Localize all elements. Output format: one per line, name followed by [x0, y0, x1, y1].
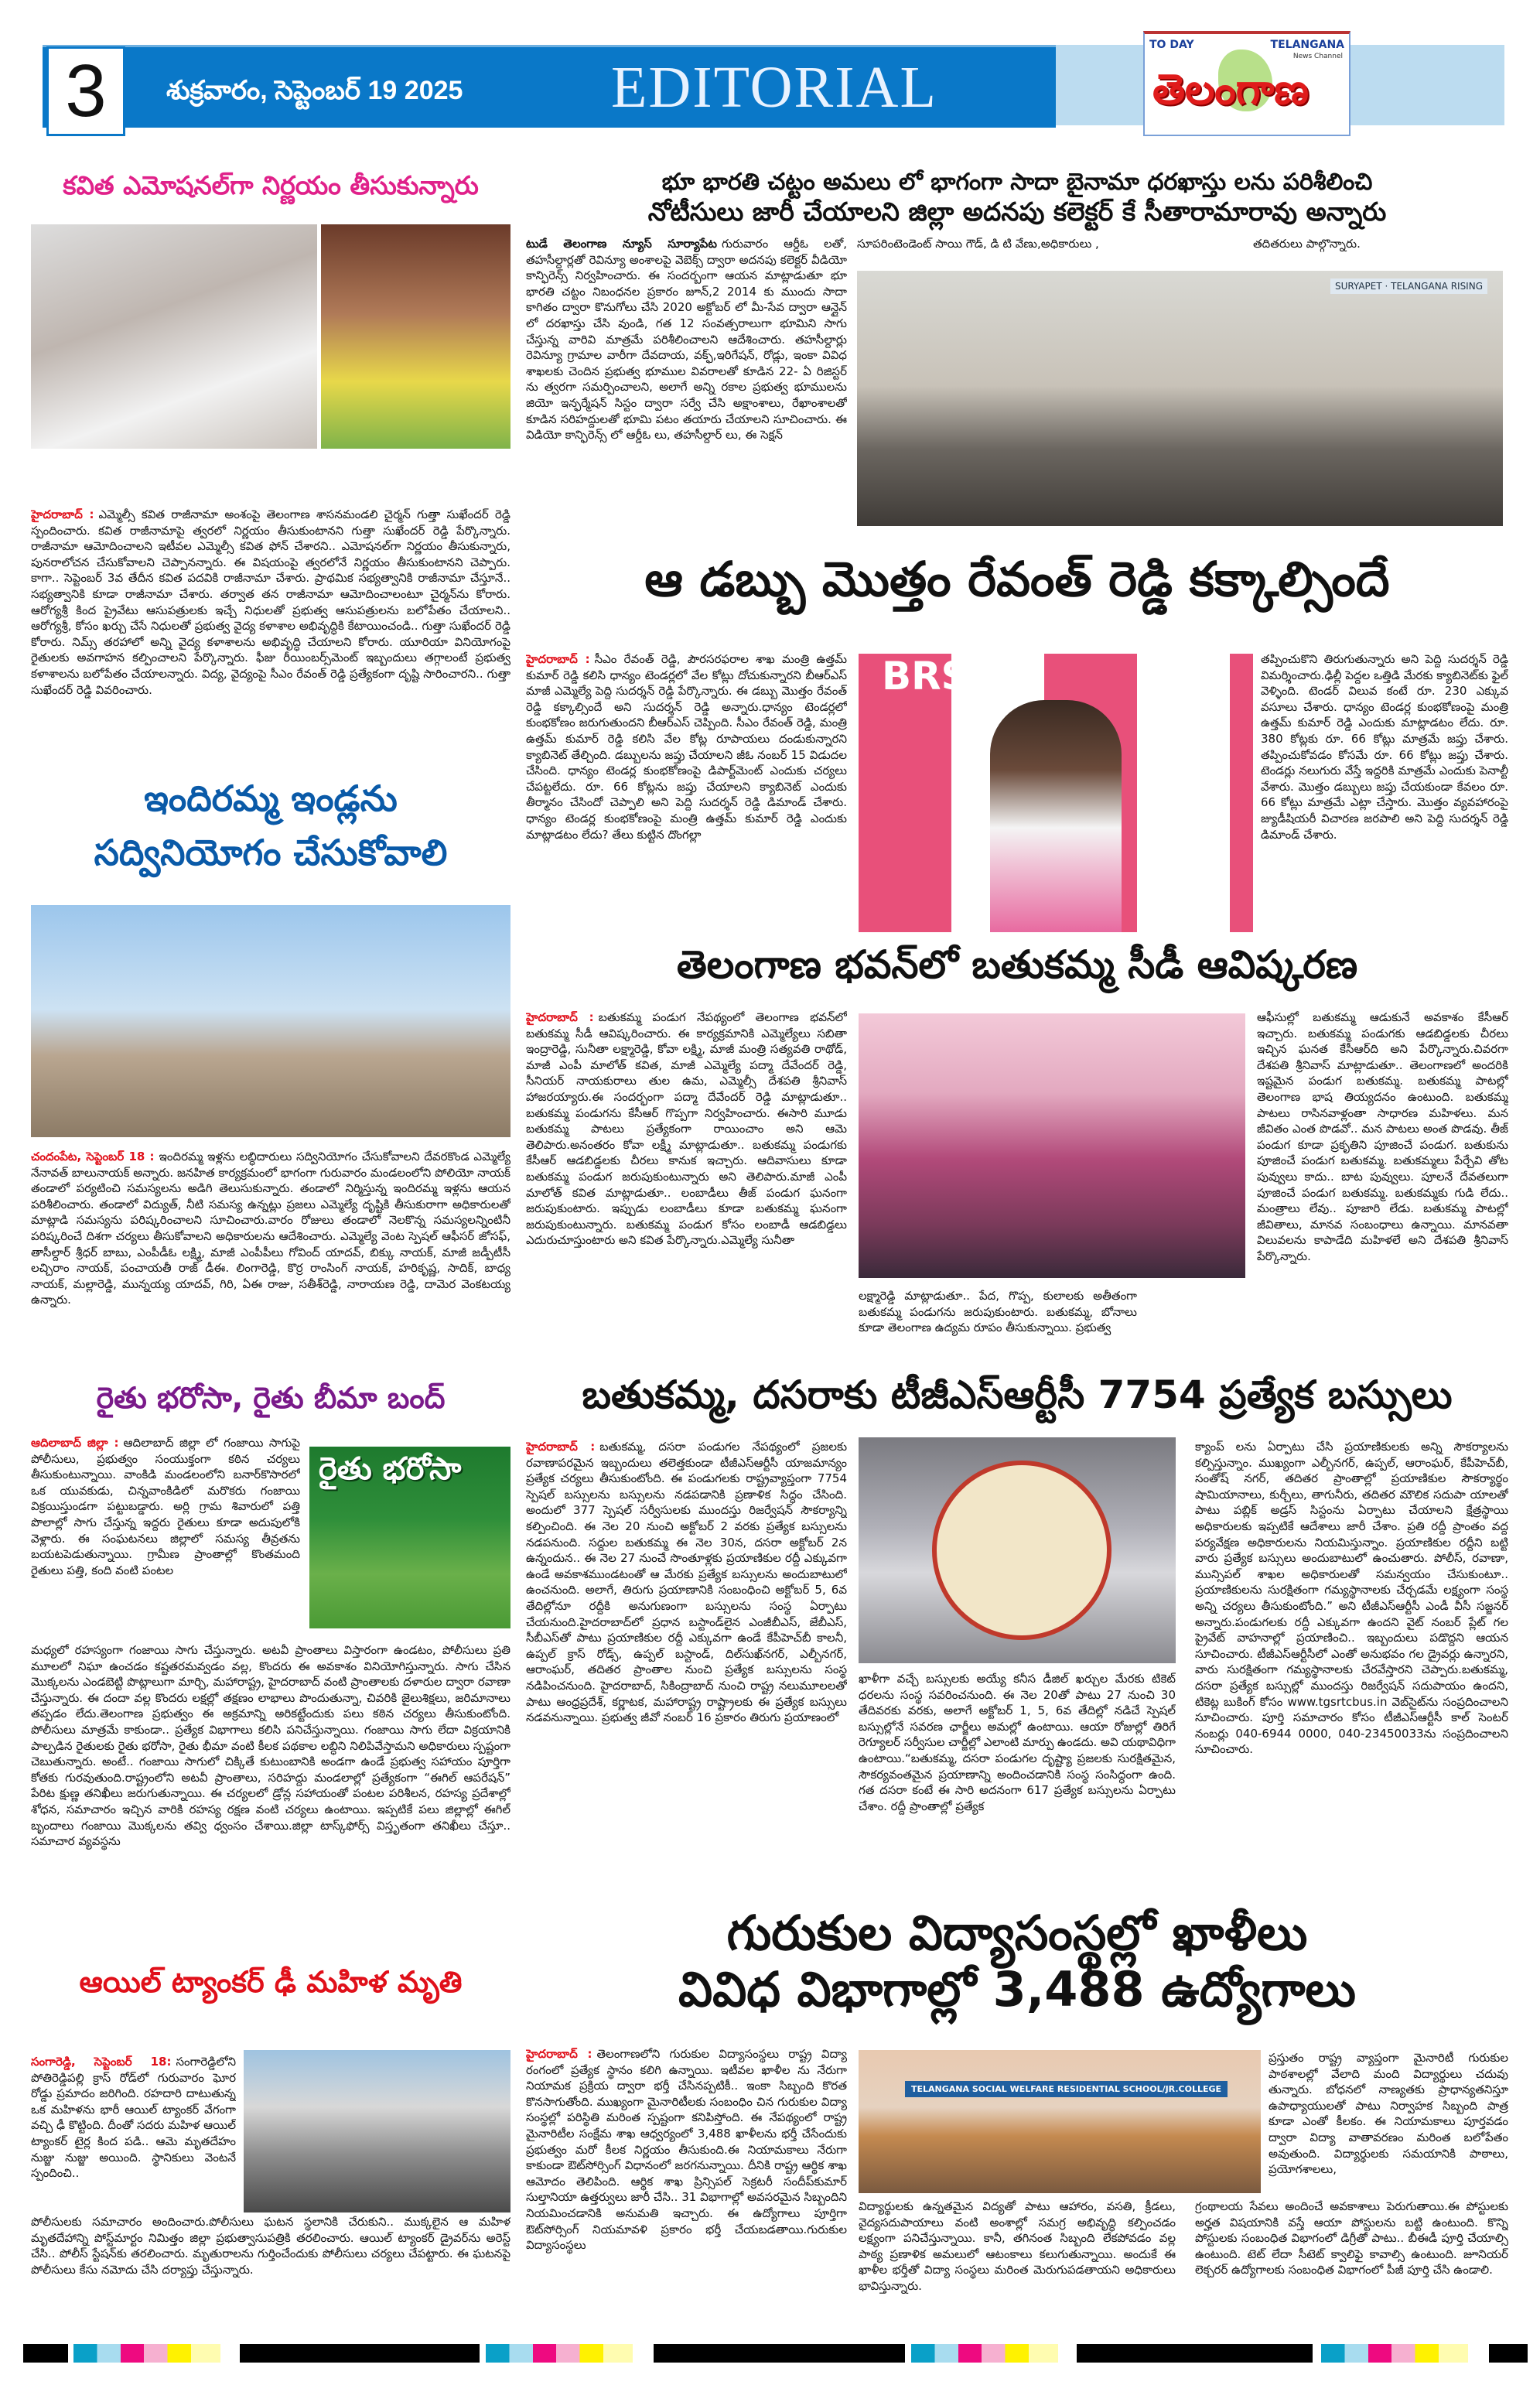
tanker-article-part-2: పోలీసులకు సమాచారం అందించారు.పోలీసులు ఘటన స్థలానికి చేరుకుని.. ముక్కలైన ఆ మహిళ మృతదేహాన్ని పోస్ట్‌మార్టం నిమిత్తం జిల్లా ప్రభుత్వాసుపత్రికి తరలించారు. ఆయిల్ ట్యాంకర్ డ్రైవర్‌ను అరెస్ట్ చేసి.. పోలీస్ స్టేషన్‌కు తరలించారు. మృతురాలను గుర్తించేందుకు పోలీసులు చర్యలు చేపట్టారు. ఈ ఘటనపై పోలీసులు కేసు నమోదు చేసి దర్యాప్తు చేస్తున్నారు.: [31, 2215, 510, 2277]
photo-video-conference: [857, 271, 1503, 526]
revanth-article-part-1: [526, 651, 847, 939]
tanker-headline: ఆయిల్ ట్యాంకర్ ఢీ మహిళ మృతి: [79, 1965, 463, 1999]
dateline: టుడే తెలంగాణ న్యూస్ సూర్యాపేట: [526, 237, 717, 251]
gurukula-headline-1: గురుకుల విద్యాసంస్థల్లో ఖాళీలు: [726, 1905, 1308, 1961]
article-body: సంగారెడ్డిలోని పోతిరెడ్డిపల్లి క్రాస్ రోడ్‌లో గురువారం ఘోర రోడ్డు ప్రమాదం జరిగింది. రహదారి దాటుతున్న ఒక మహిళను భారీ ఆయిల్ ట్యాంకర్ వేగంగా వచ్చి ఢీ కొట్టింది. దీంతో సదరు మహిళ ఆయిల్ ట్యాంకర్ టైర్ల కింద పడి.. ఆమె మృతదేహం నుజ్జు నుజ్జు అయింది. స్థానికులు వెంటనే స్పందించి..: [31, 2055, 236, 2181]
dateline: చందంపేట, సెప్టెంబర్ 18 :: [31, 1150, 155, 1163]
gurukula-article-part-2: ప్రస్తుతం రాష్ట్ర వ్యాప్తంగా మైనారిటీ గురుకుల పాఠశాలల్లో వేలాది మంది విద్యార్థులు చదువు తున్నారు. బోధనలో నాణ్యతకు ప్రాధాన్యతనిస్తూ ఉపాధ్యాయులతో పాటు నిర్వాహక సిబ్బంది పాత్ర కూడా ఎంతో కీలకం. ఈ నియామకాలు పూర్తవడం ద్వారా విద్యా వాతావరణం మరింత బలోపేతం అవుతుంది. విద్యార్థులకు సమయానికి పాఠాలు, ప్రయోగశాలలు,: [1269, 2051, 1508, 2177]
article-body: ఎమ్మెల్సీ కవిత రాజీనామా అంశంపై తెలంగాణ శాసనమండలి చైర్మన్ గుత్తా సుఖేందర్ రెడ్డి స్పందించారు. కవిత రాజీనామాపై త్వరలో నిర్ణయం తీసుకుంటానని గుత్తా సుఖేందర్ రెడ్డి పేర్కొన్నారు. రాజీనామా ఆమోదించాలని ఇటీవల ఎమ్మెల్సీ కవిత ఫోన్ చేశారని.. ఎమోషనల్‌గా నిర్ణయం తీసుకున్నారు, పునరాలోచన చేసుకోవాలని చెప్పానన్నారు. ఈ విషయంపై త్వరలోనే నిర్ణయం తీసుకుంటానని చెప్పారు. కాగా.. సెప్టెంబర్ 3వ తేదీన కవిత పదవికి రాజీనామా చేశారు. ప్రాథమిక సభ్యత్వానికి రాజీనామా చేస్తూనే.. సభ్యత్వానికి కూడా రాజీనామా చేశారు. తర్వాత తన రాజీనామా ఆమోదించాలంటూ చైర్మన్‌ను కోరారు. ఆరోగ్యశ్రీ కింద ప్రైవేటు ఆసుపత్రులకు ఇచ్చే నిధులతో ప్రభుత్వ ఆసుపత్రులను బలోపేతం చేయాలని.. ఆరోగ్యశ్రీ, కోసం ఖర్చు చేసే నిధులతో ప్రభుత్వ వైద్య కళాశాల అభివృద్ధికి కేటాయించండి.. గుత్తా సుఖేందర్ రెడ్డి కోరారు. నిమ్స్ తరహాలో అన్ని వైద్య కళాశాలను అభివృద్ధి చేయాలని కోరారు. యూరియా వినియోగంపై రైతులకు అవగాహన కల్పించాలని పేర్కొన్నారు. ఫీజు రీయింబర్స్‌మెంట్ ఇబ్బందులు తగ్గాలంటే ప్రభుత్వ కళాశాలను బలోపేతం చేయాలన్నారు. విద్య, వైద్యంపై సీఎం రేవంత్ రెడ్డి ప్రత్యేకంగా దృష్టి సారించారని.. గుత్తా సుఖేందర్ రెడ్డి వివరించారు.: [31, 507, 510, 697]
bathukamma-cd-article-part-1: [526, 1010, 847, 1369]
photo-oil-tanker: [244, 2050, 510, 2212]
gurukula-headline-2: వివిధ విభాగాల్లో 3,488 ఉద్యోగాలు: [678, 1961, 1356, 2018]
bhubharathi-article: [526, 236, 847, 526]
bhubharathi-article-end: తదితరులు పాల్గొన్నారు.: [1253, 237, 1361, 251]
logo-telangana: TELANGANA: [1270, 39, 1344, 51]
rythu-article-part-1: [31, 1435, 300, 1642]
gurukula-article-part-1: [526, 2046, 847, 2317]
bathukamma-cd-article-part-3: ఆఫీసుల్లో బతుకమ్మ ఆడుకునే అవకాశం కేసీఆర్ ఇచ్చారు. బతుకమ్మ పండుగకు ఆడబిడ్డలకు చీరలు ఇచ్చిన ఘనత కేసీఆర్‌ది అని పేర్కొన్నారు.చివరగా దేశపతి శ్రీనివాస్ మాట్లాడుతూ.. తెలంగాణలో అందరికి ఇష్టమైన పండుగ బతుకమ్మ. బతుకమ్మ పాటల్లో తెలంగాణ భాష తియ్యదనం ఉంటుంది. బతుకమ్మ పాటలు రాసినవాళ్లంతా సాధారణ మహిళలు. మన జీవితం ఎంత పొడవో.. మన పాటలు అంత పొడవు. తీజ్ పండుగ కూడా ప్రకృతిని పూజించే పండుగ. బతుకును పూజించే పండుగ బతుకమ్మ. బతుకమ్మలు పేర్చేవి తోట పువ్వులు కాదు.. బాట పువ్వులు. పూలనే దేవతలుగా పూజించే పండుగ బతుకమ్మ. బతుకమ్మకు గుడి లేదు.. మంత్రాలు లేవు.. పూజారి లేడు. బతుకమ్మ పాటల్లో జీవితాలు, మానవ సంబంధాలు ఉన్నాయి. మానవతా విలువలను కాపాడేది మహిళలే అని దేశపతి శ్రీనివాస్ పేర్కొన్నారు.: [1257, 1010, 1508, 1263]
photo-gurukula-school: [859, 2050, 1261, 2193]
article-body: బతుకమ్మ పండుగ నేపథ్యంలో తెలంగాణ భవన్‌లో బతుకమ్మ సీడీ ఆవిష్కరించారు. ఈ కార్యక్రమానికి ఎమ్మెల్యేలు సబితా ఇంద్రారెడ్డి, సునీతా లక్ష్మారెడ్డి, కోవా లక్ష్మి, మాజీ మంత్రి సత్యవతి రాథోడ్, మాజీ ఎంపీ మాలోత్ కవిత, మాజీ ఎమ్మెల్యే పద్మా దేవేందర్ రెడ్డి, సీనియర్ నాయకురాలు తుల ఉమ, ఎమ్మెల్సీ దేశపతి శ్రీనివాస్ హాజరయ్యారు.ఈ సందర్భంగా పద్మా దేవేందర్ రెడ్డి మాట్లాడుతూ.. బతుకమ్మ పండుగను కేసీఆర్ గొప్పగా నిర్వహించారు. ఈసారి మూడు బతుకమ్మ పాటలు ప్రత్యేకంగా రాయించాం అని ఆమె తెలిపారు.అనంతరం కోవా లక్ష్మీ మాట్లాడుతూ.. బతుకమ్మ పండుగకు కేసీఆర్ ఆడబిడ్డలకు చీరలు కానుక ఇచ్చారు. ఆదివాసులు కూడా బతుకమ్మ పండుగ జరుపుకుంటున్నారు అని తెలిపారు.మాజీ ఎంపీ మాలోత్ కవిత మాట్లాడుతూ.. లంబాడీలు తీజ్ పండుగ ఘనంగా జరుపుకుంటారు. ఇప్పుడు లంబాడీలు కూడా బతుకమ్మ ఘనంగా జరుపుకుంటున్నారు. బతుకమ్మ పండుగ కోసం లంబాడీ ఆడబిడ్డలు ఎదురుచూస్తుంటారు అని కవిత పేర్కొన్నారు.ఎమ్మెల్యే సునీతా: [526, 1010, 847, 1248]
bathukamma-cd-article-part-2: లక్ష్మారెడ్డి మాట్లాడుతూ.. పేద, గొప్ప, కులాలకు అతీతంగా బతుకమ్మ పండుగను జరుపుకుంటారు. బతుకమ్మ, బోనాలు కూడా తెలంగాణ ఉద్యమ రూపం తీసుకున్నాయి. ప్రభుత్వ: [859, 1289, 1137, 1335]
registration-bar: [654, 2344, 905, 2363]
rtc-article-part-2: ఖాళీగా వచ్చే బస్సులకు అయ్యే కనీస డీజిల్ ఖర్చుల మేరకు టికెట్ ధరలను సంస్థ సవరించనుంది. ఈ నెల 20తో పాటు 27 నుంచి 30 తేదివరకు వరకు, అలాగే అక్టోబర్ 1, 5, 6వ తేదిల్లో నడిచే స్పెషల్ బస్సుల్లోనే సవరణ ఛార్జీలు అమల్లో ఉంటాయి. ఆయా రోజుల్లో తిరిగే రెగ్యూలర్ సర్వీసుల చార్జీల్లో ఎలాంటి మార్పు ఉండదు. అవి యథావిధిగా ఉంటాయి.“బతుకమ్మ, దసరా పండుగల దృష్ట్యా ప్రజలకు సురక్షితమైన, సౌకర్యవంతమైన ప్రయాణాన్ని అందించడానికి సంస్థ సంసిద్ధంగా ఉంది. గత దసరా కంటే ఈ సారి అదనంగా 617 ప్రత్యేక బస్సులను ఏర్పాటు చేశాం. రద్దీ ప్రాంతాల్లో ప్రత్యేక: [859, 1672, 1176, 1813]
dateline: సంగారెడ్డి, సెప్టెంబర్ 18:: [31, 2055, 172, 2069]
revanth-headline: ఆ డబ్బు మొత్తం రేవంత్ రెడ్డి కక్కాల్సిందే: [644, 551, 1390, 607]
school-signboard: TELANGANA SOCIAL WELFARE RESIDENTIAL SCHOOL/JR.COLLEGE: [905, 2081, 1228, 2097]
rythu-bharosa-image: [309, 1447, 510, 1628]
tanker-article-part-1: [31, 2054, 236, 2213]
kavitha-headline: కవిత ఎమోషనల్‌గా నిర్ణయం తీసుకున్నారు: [63, 170, 479, 200]
person-figure: [990, 700, 1122, 932]
article-body: బతుకమ్మ, దసరా పండుగల నేపథ్యంలో ప్రజలకు రవాణాపరమైన ఇబ్బందులు తలెత్తకుండా టీజీఎస్ఆర్టీసీ యాజమాన్యం ప్రత్యేక చర్యలు తీసుకుంటోంది. ఈ పండుగలకు రాష్ట్రవ్యాప్తంగా 7754 స్పెషల్ బస్సులను బస్సులను నడపడానికి ప్రణాళిక సిద్ధం చేసింది. అందులో 377 స్పెషల్ సర్వీసులకు ముందస్తు రిజర్వేషన్ సౌకర్యాన్ని కల్పించింది. ఈ నెల 20 నుంచి అక్టోబర్ 2 వరకు ప్రత్యేక బస్సులను నడపనుంది. సద్దుల బతుకమ్మ ఈ నెల 30న, దసరా అక్టోబర్ 2న ఉన్నందున.. ఈ నెల 27 నుంచే సొంతూళ్లకు ప్రయాణికుల రద్దీ ఎక్కువగా ఉండే అవకాశముండటంతో ఆ మేరకు ప్రత్యేక బస్సులను అందుబాటులో ఉంచనుంది. అలాగే, తిరుగు ప్రయాణానికి సంబంధించి అక్టోబర్ 5, 6వ తేదిల్లోనూ రద్దీకి అనుగుణంగా బస్సులను సంస్థ ఏర్పాటు చేయనుంది.హైదరాబాద్‌లో ప్రధాన బస్టాండ్‌లైన ఎంజీబీఎస్, జేబీఎస్, సీబీఎస్‌తో పాటు ప్రయాణికుల రద్దీ ఎక్కువగా ఉండే కేపీహెచ్‌బీ కాలనీ, ఉప్పల్ క్రాస్ రోడ్స్, ఉప్పల్ బస్టాండ్, దిల్‌సుఖ్‌నగర్, ఎల్బీనగర్, ఆరాంఘర్, తదితర ప్రాంతాల నుంచి ప్రత్యేక బస్సులను సంస్థ నడిపించనుంది. హైదరాబాద్, సికింద్రాబాద్ నుంచి రాష్ట్ర నలుమూలలతో పాటు ఆంధ్రప్రదేశ్, కర్ణాటక, మహారాష్ట్ర రాష్ట్రాలకు ఈ ప్రత్యేక బస్సులు నడవనున్నాయి. ప్రభుత్వ జీవో నంబర్ 16 ప్రకారం తిరుగు ప్రయాణంలో: [526, 1440, 847, 1725]
dateline: హైదరాబాద్ :: [31, 507, 94, 521]
rtc-article-part-3: క్యాంప్ లను ఏర్పాటు చేసి ప్రయాణికులకు అన్ని సౌకర్యాలను కల్పిస్తున్నాం. ముఖ్యంగా ఎల్బీనగర్, ఉప్పల్, ఆరాంఘర్, కేపీహెచ్‌బీ, సంతోష్ నగర్, తదితర ప్రాంతాల్లో ప్రయాణికుల సౌకర్యార్థం షామియానాలు, కుర్చీలు, తాగునీరు, తదితర మౌలిక సదుపా యాలతో పాటు పబ్లిక్ అడ్రస్ సిస్టంను ఏర్పాటు చేయాలని క్షేత్రస్థాయి అధికారులకు ఇప్పటికే ఆదేశాలు జారీ చేశాం. ప్రతి రద్దీ ప్రాంతం వద్ద పర్యవేక్షణ అధికారులను నియమిస్తున్నాం. ప్రయాణికుల రద్దీని బట్టి వారు ప్రత్యేక బస్సులు అందుబాటులో ఉంచుతారు. పోలీస్, రవాణా, మున్సిపల్ శాఖల అధికారులతో సమన్వయం చేసుకుంటూ.. ప్రయాణికులను సురక్షితంగా గమ్యస్థానాలకు చేర్చడమే లక్ష్యంగా సంస్థ అన్ని చర్యలు తీసుకుంటోంది.” అని టీజీఎస్ఆర్టీసీ ఎండీ వీసీ సజ్జనర్ అన్నారు.పండుగలకు రద్దీ ఎక్కువగా ఉందని వైట్ నంబర్ ప్లేట్ గల ప్రైవేట్ వాహనాల్లో ప్రయాణించి.. ఇబ్బందులు పడొద్దని ఆయన సూచించారు. టీజీఎస్ఆర్టీసీలో ఎంతో అనుభవం గల డ్రైవర్లు ఉన్నారని, వారు సురక్షితంగా గమ్యస్థానాలకు చేరవేస్తారని చెప్పారు.బతుకమ్మ, దసరా ప్రత్యేక బస్సుల్లో ముందస్తు రిజర్వేషన్ సదుపాయం ఉందని, టికెట్ల బుకింగ్ కోసం www.tgsrtcbus.in వెబ్‌సైట్‌ను సంప్రదించాలని సూచించారు. పూర్తి సమాచారం కోసం టీజీఎస్ఆర్టీసీ కాల్ సెంటర్ నంబర్లు 040-6944 0000, 040-23450033ను సంప్రదించాలని సూచించారు.: [1195, 1440, 1508, 1757]
revanth-article-part-2: తప్పించుకొని తిరుగుతున్నారు అని పెద్ది సుదర్శన్ రెడ్డి విమర్శించారు.ఢిల్లీ పెద్దల ఒత్తిడి మేరకు క్యాబినెట్‌కు ఫైల్ వెళ్ళింది. టెండర్ విలువ కంటే రూ. 230 ఎక్కువ వసూలు చేశారు. ధాన్యం టెండర్ల కుంభకోణంపై మంత్రి ఉత్తమ్ కుమార్ రెడ్డి ఎందుకు మాట్లాడటం లేదు. రూ. 380 కోట్లకు రూ. 66 కోట్లు మాత్రమే జప్తు చేశారు. తప్పించుకోవడం కోసమే రూ. 66 కోట్లు జప్తు చేశారు. టెండర్లు నలుగురు వేస్తే ఇద్దరికి మాత్రమే ఎందుకు పెనాల్టీ వేశారు. మొత్తం డబ్బులు జప్తు చేయకుండా కేవలం రూ. 66 కోట్లు మాత్రమే ఎట్లా చేస్తారు. మొత్తం వ్యవహారంపై జ్యుడీషియరీ విచారణ జరపాలి అని పెద్ది సుదర్శన్ రెడ్డి డిమాండ్ చేశారు.: [1261, 652, 1508, 842]
dateline: హైదరాబాద్ :: [526, 1440, 596, 1454]
newspaper-logo: [1143, 31, 1350, 136]
article-body: సీఎం రేవంత్ రెడ్డి, పౌరసరఫరాల శాఖ మంత్రి ఉత్తమ్ కుమార్ రెడ్డి కలిసి ధాన్యం టెండర్లలో వేల కోట్లు దోచుకున్నారని బీఆర్ఎస్ మాజీ ఎమ్మెల్యే పెద్ది సుదర్శన్ రెడ్డి పేర్కొన్నారు. ఈ డబ్బు మొత్తం రేవంత్ రెడ్డి కక్కాల్సిందే అని సుదర్శన్ రెడ్డి అన్నారు.ధాన్యం టెండర్లలో కుంభకోణం జరుగుతుందని బీఆర్ఎస్ చెప్పింది. సీఎం రేవంత్ రెడ్డి, మంత్రి ఉత్తమ్ కుమార్ రెడ్డి కలిసి వేల కోట్ల రూపాయలు దండుకున్నారని క్యాబినెట్ తేల్చింది. డబ్బులను జప్తు చేయాలని జీఓ నంబర్ 15 విడుదల చేసింది. ధాన్యం టెండర్ల కుంభకోణంపై డిపార్ట్‌మెంట్ ఎందుకు చర్యలు చేపట్టలేదు. రూ. 66 కోట్లను జప్తు చేయాలని క్యాబినెట్ ఎందుకు తీర్మానం చేసిందో చెప్పాలి అని పెద్ది సుదర్శన్ రెడ్డి డిమాండ్ చేశారు. ధాన్యం టెండర్ల కుంభకోణంపై మంత్రి ఉత్తమ్ కుమార్ రెడ్డి ఎందుకు మాట్లాడటం లేదు? తేలు కుట్టిన దొంగల్లా: [526, 652, 847, 842]
logo-today: TO DAY: [1149, 39, 1194, 51]
article-body: ఆదిలాబాద్ జిల్లా లో గంజాయి సాగుపై పోలీసులు, ప్రభుత్వం సంయుక్తంగా కఠిన చర్యలు తీసుకుంటున్నాయి. వాంకిడి మండలంలోని బనార్‌కొసారలో ఒక యువకుడు, చిన్నవాంకిడిలో మరొకరు గంజాయి విక్రయిస్తుండగా పట్టుబడ్డారు. అర్లి గ్రామ శివారులో పత్తి పొలాల్లో సాగు చేస్తున్న ఇద్దరు రైతులు కూడా అదుపులోకి వెళ్లారు. ఈ సంఘటనలు జిల్లాలో సమస్య తీవ్రతను బయటపెడుతున్నాయి. గ్రామీణ ప్రాంతాల్లో కొంతమంది రైతులు పత్తి, కంది వంటి పంటల: [31, 1436, 300, 1577]
color-swatch-strip: [911, 2344, 1058, 2363]
dateline: ఆదిలాబాద్ జిల్లా :: [31, 1436, 119, 1450]
bathukamma-cd-headline: తెలంగాణ భవన్‌లో బతుకమ్మ సీడీ ఆవిష్కరణ: [676, 942, 1358, 987]
registration-bar: [23, 2344, 68, 2363]
photo-brs-text: BRS: [882, 654, 969, 699]
dateline: హైదరాబాద్ :: [526, 2047, 592, 2061]
section-title: EDITORIAL: [611, 55, 937, 120]
indiramma-headline-1: ఇందిరమ్మ ఇండ్లను: [144, 777, 398, 819]
logo-sub: News Channel: [1292, 53, 1343, 60]
registration-bar: [1077, 2344, 1313, 2363]
dateline: హైదరాబాద్ :: [526, 1010, 594, 1024]
registration-bar: [1489, 2344, 1528, 2363]
article-body: గురువారం ఆర్డీఓ లతో, తహసీల్దార్లతో రెవిన్యూ అంశాలపై వెబెక్స్ ద్వారా అదనపు కలెక్టర్ వీడియో కాన్ఫిరెన్స్ నిర్వహించారు. ఈ సందర్బంగా ఆయన మాట్లాడుతూ భూ భారతి చట్టం నిబంధనల ప్రకారం జూన్,2 2014 కు ముందు సాదా కాగితం ద్వారా కొనుగోలు చేసి 2020 అక్టోబర్ లో మీ-సేవ ద్వారా ఆన్లైన్ లో దరఖాస్తు చేసి వుండి, గత 12 సంవత్సరాలుగా భూమిని సాగు చేస్తున్న వారివి మాత్రమే పరిశీలించాలని ఆదేశించారు. తహసీల్దార్లు రెవిన్యూ గ్రామాల వారీగా దేవదాయ, వక్ఫ్,ఇరిగేషన్, రోడ్లు, ఇంకా వివిధ శాఖలకు చెందిన ప్రభుత్వ భూముల వివరాలతో కూడిన 22- ఏ రిజిస్టర్ ను త్వరగా సమర్పించాలని, అలాగే అన్ని రకాల ప్రభుత్వ భూములను జియో ఇన్ఫర్మేషన్ సిస్టం ద్వారా సర్వే చేసి అక్షాంశాలు, రేఖాంశాలతో కూడిన సరిహద్దులతో భూమి పటం తయారు చేయాలని సూచించారు. ఈ విడియో కాన్ఫిరెన్స్ లో ఆర్డీఓ లు, తహసీల్దార్ లు, ఈ సెక్షన్: [526, 237, 847, 442]
indiramma-headline-2: సద్వినియోగం చేసుకోవాలి: [94, 832, 448, 873]
color-swatch-strip: [486, 2344, 633, 2363]
photo-banner-text: SURYAPET · TELANGANA RISING: [1330, 278, 1487, 294]
page-number: 3: [46, 46, 125, 136]
photo-kavitha: [321, 224, 510, 449]
photo-peddi-sudarshan-reddy: [859, 654, 1253, 932]
rythu-headline: రైతు భరోసా, రైతు బీమా బంద్: [96, 1381, 446, 1415]
article-body: తెలంగాణలోని గురుకుల విద్యాసంస్థలు రాష్ట్ర విద్యా రంగంలో ప్రత్యేక స్థానం కలిగి ఉన్నాయి. ఇటీవల ఖాళీల ను నేరుగా నియామక ప్రక్రియ ద్వారా భర్తీ చేసినప్పటికీ.. ఇంకా సిబ్బంది కొరత కొనసాగుతోంది. ముఖ్యంగా మైనారిటీలకు సంబంధిం చిన గురుకుల విద్యా సంస్థల్లో పరిస్థితి మరింత స్పష్టంగా కనిపిస్తోంది. ఈ నేపథ్యంలో రాష్ట్ర మైనారిటీల సంక్షేమ శాఖ ఆధ్వర్యంలో 3,488 ఖాళీలను భర్తీ చేసేందుకు ప్రభుత్వం మరో కీలక నిర్ణయం తీసుకుంది.ఈ నియామకాలు నేరుగా కాకుండా ఔట్‌సోర్సింగ్ విధానంలో జరగనున్నాయి. దీనికి రాష్ట్ర ఆర్థిక శాఖ ఆమోదం తెలిపింది. ఆర్థిక శాఖ ప్రిన్సిపల్ సెక్రటరీ సందీప్‌కుమార్ సుల్తానియా ఉత్తర్వులు జారీ చేసి.. 31 విభాగాల్లో అవసరమైన సిబ్బందిని నియమించడానికి అనుమతి ఇచ్చారు. ఈ ఉద్యోగాలు పూర్తిగా ఔట్‌సోర్సింగ్ నియమావళి ప్రకారం భర్తీ చేయబడతాయి.గురుకుల విద్యాసంస్థలు: [526, 2047, 847, 2253]
color-swatch-strip: [1321, 2344, 1468, 2363]
bhubharathi-headline-2: నోటీసులు జారీ చేయాలని జిల్లా అదనపు కలెక్టర్ కే సీతారామారావు అన్నారు: [647, 196, 1387, 227]
indiramma-article: [31, 1149, 510, 1369]
registration-bar: [240, 2344, 480, 2363]
dateline: హైదరాబాద్ :: [526, 652, 590, 666]
kavitha-article: [31, 507, 510, 762]
rtc-headline: బతుకమ్మ, దసరాకు టీజీఎస్ఆర్టీసీ 7754 ప్రత్యేక బస్సులు: [582, 1372, 1453, 1417]
gurukula-article-part-3: గ్రంథాలయ సేవలు అందించే అవకాశాలు పెరుగుతాయి.ఈ పోస్టులకు అర్హత విషయానికి వస్తే ఆయా పోస్టులను బట్టి ఉంటుంది. కొన్ని పోస్టులకు సంబంధిత విభాగంలో డిగ్రీతో పాటు.. బీఈడీ పూర్తి చేయాల్సి ఉంటుంది. టెట్ లేదా సీటెట్ క్వాలిఫై కావాల్సి ఉంటుంది. జూనియర్ లెక్చరర్ ఉద్యోగాలకు సంబంధిత విభాగంలో పీజీ పూర్తి చేసి ఉండాలి.: [1195, 2199, 1508, 2277]
photo-indiramma-houses: [31, 905, 510, 1137]
photo-bathukamma-cd-launch: [859, 1013, 1245, 1278]
tgsrtc-emblem-icon: [932, 1461, 1111, 1640]
bhubharathi-headline-1: భూ భారతి చట్టం అమలు లో భాగంగా సాదా బైనామా ధరఖాస్తు లను పరిశీలించి: [661, 169, 1373, 196]
bhubharathi-article-cont: సూపరింటెండెంట్ సాయి గౌడ్, డి టి వేణు,అధికారులు ,: [857, 237, 1099, 251]
article-body: ఇందిరమ్మ ఇళ్లను లబ్ధిదారులు సద్వినియోగం చేసుకోవాలని దేవరకొండ ఎమ్మెల్యే నేనావత్ బాలునాయక్ అన్నారు. జనహిత కార్యక్రమంలో భాగంగా గురువారం మండలంలోని పోలియో నాయక్ తండాలో పర్యటించి సమస్యలను అడిగి తెలుసుకున్నారు. తండాలో నిర్మిస్తున్న ఇందిరమ్మ ఇళ్లను ఆయన పరిశీలించారు. తండాలో విద్యుత్, నీటి సమస్య ఉన్నట్లు ప్రజలు ఎమ్మెల్యే దృష్టికి తీసుకురాగా అధికారులతో మాట్లాడి సమస్యను పరిష్కరించాలని సూచించారు.వారం రోజులు తండాలో నెలకొన్న సమస్యలన్నింటినీ పరిష్కరించే దిశగా చర్యలు తీసుకోవాలని అధికారులను ఆదేశించారు. ఎమ్మెల్యే వెంట స్పెషల్ ఆఫీసర్ జోసఫ్, తాసీల్దార్ శ్రీధర్ బాబు, ఎంపీడీఓ లక్ష్మి, మాజీ ఎంపీపీలు గోవింద్ యాదవ్, బిక్కు నాయక్, మాజీ జడ్పీటీసీ లచ్చిరాం నాయక్, పంచాయతీ రాజ్ డీఈ. లింగారెడ్డి, కొర్ర రాంసింగ్ నాయక్, హరికృష్ణ, సాదిక్, బాధ్య నాయక్, మల్లారెడ్డి, మున్నయ్య యాదవ్, గిరి, ఏఈ రాజు, సతీశ్‌రెడ్డి, నారాయణ రెడ్డి, దామెర వెంకటయ్య ఉన్నారు.: [31, 1150, 510, 1307]
issue-date: శుక్రవారం, సెప్టెంబర్ 19 2025: [166, 76, 463, 105]
photo-gutta-sukhender-reddy: [31, 224, 317, 449]
rtc-article-part-1: [526, 1439, 847, 1895]
rythu-bharosa-image-label: రైతు భరోసా: [319, 1451, 462, 1487]
color-swatch-strip: [73, 2344, 220, 2363]
rythu-article-part-2: మధ్యలో రహస్యంగా గంజాయి సాగు చేస్తున్నారు. అటవీ ప్రాంతాలు విస్తారంగా ఉండటం, పోలీసులు ప్రతి మూలలో నిఘా ఉంచడం కష్టతరమవ్వడం వల్ల, కొందరు ఈ అవకాశం వినియోగిస్తున్నారు. సాగు చేసిన మొక్కలను ఎండబెట్టి పొట్లాలుగా మార్చి, మహారాష్ట్ర, హైదరాబాద్ వంటి ప్రాంతాలకు దళారుల ద్వారా రవాణా చేస్తున్నారు. ఈ దందా వల్ల కొందరు లక్షల్లో తక్షణం లాభాలు పొందుతున్నా, చివరికి జైలుశిక్షలు, జరిమానాలు తప్పడం లేదు.తెలంగాణ ప్రభుత్వం ఈ అక్రమాన్ని అరికట్టేందుకు పలు కఠిన చర్యలు తీసుకుంటోంది. పోలీసులు మాత్రమే కాకుండా.. ప్రత్యేక విభాగాలు కలిసి పనిచేస్తున్నాయి. గంజాయి సాగు లేదా విక్రయానికి పాల్పడిన రైతులకు రైతు భరోసా, రైతు భీమా వంటి కీలక పథకాల లబ్ధిని నిలిపివేస్తామని అధికారులు స్పష్టంగా చెబుతున్నారు. అంటే.. గంజాయి సాగులో చిక్కితే కుటుంబానికి అండగా ఉండే ప్రభుత్వ సహాయం పూర్తిగా కోతకు గురవుతుంది.రాష్ట్రంలోని అటవీ ప్రాంతాలు, సరిహద్దు మండలాల్లో ప్రత్యేకంగా “ఈగిల్ ఆపరేషన్” పేరిట క్షుణ్ణ తనిఖీలు జరుగుతున్నాయి. ఈ చర్యలలో డ్రోన్ల సహాయంతో పంటల పరిశీలన, రహస్య ప్రదేశాల్లో శోధన, సమాచారం ఇచ్చిన వారికి రహస్య రక్షణ వంటి చర్యలు ఉంటాయి. ఇప్పటికే పలు జిల్లాల్లో ఈగిల్ బృందాలు గంజాయి మొక్కలను తవ్వి ధ్వంసం చేశాయి.జిల్లా టాస్క్‌ఫోర్స్ విస్తృతంగా తనిఖీలు చేస్తూ.. సమాచార వ్యవస్థను: [31, 1643, 510, 1849]
photo-rtc-buses: [859, 1437, 1176, 1663]
gurukula-article-part-4: విద్యార్థులకు ఉన్నతమైన విద్యతో పాటు ఆహారం, వసతి, క్రీడలు, వైద్యసదుపాయాలు వంటి అంశాల్లో సమగ్ర అభివృద్ధి కల్పించడం లక్ష్యంగా పనిచేస్తున్నాయి. కానీ, తగినంత సిబ్బంది లేకపోవడం వల్ల పాఠ్య ప్రణాళిక అమలులో ఆటంకాలు కలుగుతున్నాయి. అందుకే ఈ ఖాళీల భర్తీతో విద్యా సంస్థలు మరింత మెరుగుపడతాయని అధికారులు భావిస్తున్నారు.: [859, 2199, 1176, 2293]
logo-wordmark: తెలంగాణ: [1152, 65, 1310, 114]
